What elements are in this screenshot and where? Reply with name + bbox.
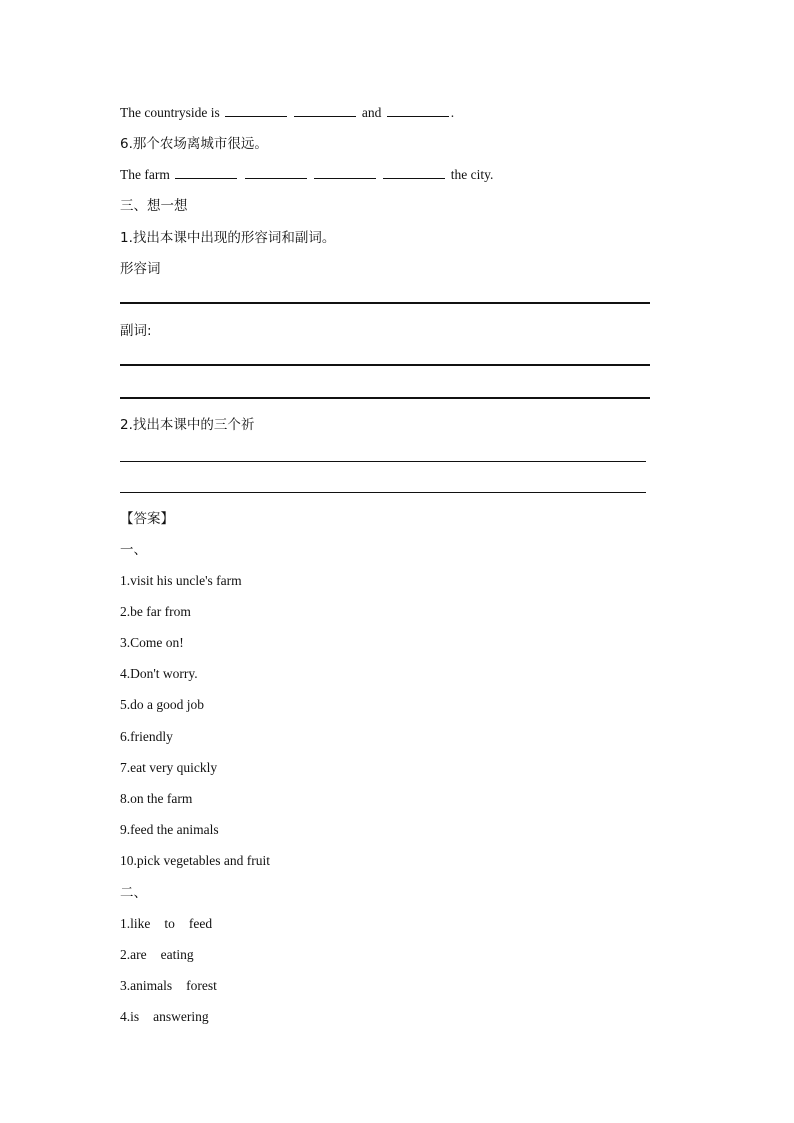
answer-item: 6.friendly [120, 729, 173, 744]
q6-after: the city. [450, 167, 494, 182]
answer-item: 4.Don't worry. [120, 666, 198, 681]
adjective-label: 形容词 [120, 261, 161, 277]
answer-word: to [164, 916, 175, 931]
blank[interactable] [225, 104, 287, 117]
answer-item: 8.on the farm [120, 791, 193, 806]
question-6-chinese: 6.那个农场离城市很远。 [120, 136, 268, 152]
answer-word: 2.are [120, 947, 147, 962]
answer-item [120, 915, 212, 933]
section-3-title: 三、想一想 [120, 198, 188, 214]
blank[interactable] [387, 104, 449, 117]
answer-item [120, 977, 217, 995]
blank[interactable] [383, 166, 445, 179]
answer-item: 1.visit his uncle's farm [120, 573, 242, 588]
blank[interactable] [314, 166, 376, 179]
answer-item: 10.pick vegetables and fruit [120, 853, 270, 868]
answer-item: 7.eat very quickly [120, 760, 218, 775]
q5-end: . [450, 105, 455, 120]
answer-word: answering [153, 1009, 209, 1024]
section-3-item-2: 2.找出本课中的三个祈 [120, 417, 255, 433]
q5-text: The countryside is [120, 105, 220, 120]
answer-rule[interactable] [120, 397, 650, 399]
answer-word: forest [186, 978, 217, 993]
answer-item [120, 1008, 209, 1026]
answer-item: 9.feed the animals [120, 822, 219, 837]
answer-rule[interactable] [120, 364, 650, 366]
answer-rule[interactable] [120, 492, 646, 493]
answer-item [120, 946, 194, 964]
answer-item: 3.Come on! [120, 635, 184, 650]
q6-text: The farm [120, 167, 170, 182]
answer-rule[interactable] [120, 302, 650, 304]
answers-part-2-title: 二、 [120, 885, 147, 901]
question-5-line [120, 104, 454, 122]
answer-word: feed [188, 916, 213, 931]
answer-item: 2.be far from [120, 604, 191, 619]
answers-title: 【答案】 [120, 511, 174, 527]
answer-word: 3.animals [120, 978, 173, 993]
answer-word: eating [160, 947, 194, 962]
section-3-item-1: 1.找出本课中出现的形容词和副词。 [120, 230, 336, 246]
question-6-line [120, 166, 493, 184]
answer-word: 1.like [120, 916, 151, 931]
blank[interactable] [175, 166, 237, 179]
blank[interactable] [245, 166, 307, 179]
answer-word: 4.is [120, 1009, 140, 1024]
adverb-label: 副词: [120, 323, 152, 339]
q5-and: and [361, 105, 382, 120]
blank[interactable] [294, 104, 356, 117]
answer-item: 5.do a good job [120, 697, 204, 712]
answers-part-1-title: 一、 [120, 542, 147, 558]
answer-rule[interactable] [120, 461, 646, 462]
